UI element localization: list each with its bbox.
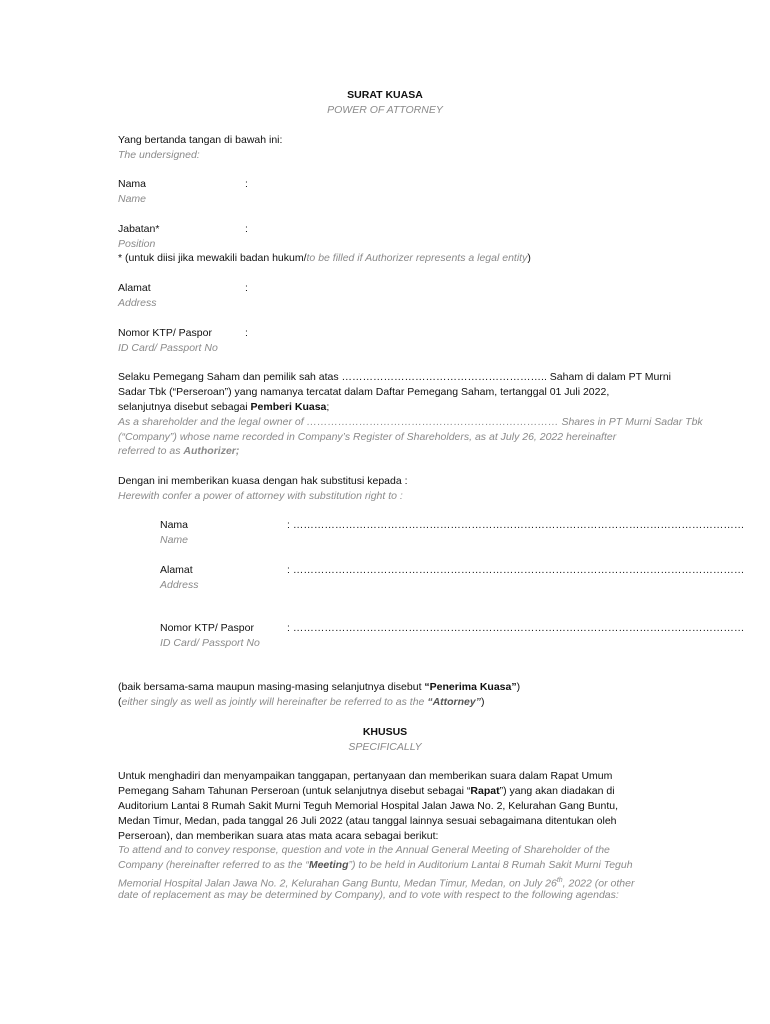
shareholder-en-line-2: (“Company”) whose name recorded in Company’s Register of Shareholders, as at July 26, 2022 hereinafter: [118, 431, 617, 443]
purpose-en-line-3-sup: th: [556, 877, 563, 884]
authorizer-address-label: Alamat: [118, 282, 151, 294]
shareholder-line-3-text: selanjutnya disebut sebagai: [118, 401, 251, 413]
intro-text: Yang bertanda tangan di bawah ini:: [118, 134, 283, 146]
attorney-name-label-en: Name: [160, 534, 189, 546]
specific-heading: KHUSUS: [362, 726, 408, 738]
purpose-en-line-3-text: Memorial Hospital Jalan Jawa No. 2, Kelurahan Gang Buntu, Medan Timur, Medan, on July 26: [118, 877, 557, 890]
authorizer-address-colon: :: [245, 282, 248, 294]
attorney-id-field: : …………………………………………………………………………………………………………………: [287, 622, 745, 634]
position-note-en: to be filled if Authorizer represents a legal entity: [306, 252, 528, 264]
purpose-line-2-end: ”) yang akan diadakan di: [499, 785, 615, 797]
purpose-line-5: Perseroan), dan memberikan suara atas mata acara sebagai berikut:: [118, 830, 439, 842]
intro-text-en: The undersigned:: [118, 149, 200, 161]
shareholder-en-line-1: As a shareholder and the legal owner of ……………………………………………………………… Shares in PT Murni Sadar Tbk: [118, 416, 703, 428]
authorizer-term: Pemberi Kuasa: [250, 401, 327, 413]
authorizer-term-en: Authorizer;: [183, 445, 240, 457]
purpose-line-3: Auditorium Lantai 8 Rumah Sakit Murni Teguh Memorial Hospital Jalan Jawa No. 2, Kelurahan Gang Buntu,: [118, 800, 618, 812]
purpose-en-line-4: date of replacement as may be determined by Company), and to vote with respect to the following agendas:: [118, 889, 619, 901]
purpose-line-2: [118, 784, 615, 799]
shareholder-en-line-3: [118, 444, 239, 459]
position-note-close: ): [527, 252, 531, 264]
attorney-name-label: Nama: [160, 519, 189, 531]
shareholder-line-3-end: ;: [326, 401, 330, 413]
collective-text: [118, 680, 520, 695]
purpose-line-2-text: Pemegang Saham Tahunan Perseroan (untuk selanjutnya disebut sebagai “: [118, 785, 471, 797]
meeting-term: Rapat: [470, 785, 500, 797]
attorney-name-field: : …………………………………………………………………………………………………………………: [287, 519, 745, 531]
attorney-address-label: Alamat: [160, 564, 193, 576]
purpose-en-line-3-end: , 2022 (or other: [562, 877, 635, 890]
purpose-line-4: Medan Timur, Medan, pada tanggal 26 Juli 2022 (atau tanggal lainnya sesuai sebagaimana ditentukan oleh: [118, 815, 617, 827]
authorizer-address-label-en: Address: [118, 297, 157, 309]
authorizer-id-colon: :: [245, 327, 248, 339]
shareholder-line-1: Selaku Pemegang Saham dan pemilik sah atas ………………………………………………….. Saham di dalam PT Murni: [118, 371, 671, 383]
authorizer-name-colon: :: [245, 178, 248, 190]
purpose-en-line-2-text: Company (hereinafter referred to as the “: [118, 859, 309, 871]
collective-en-text: either singly as well as jointly will hereinafter be referred to as the: [121, 696, 428, 708]
attorney-term-en: “Attorney”: [427, 696, 481, 708]
shareholder-line-2: Sadar Tbk (“Perseroan”) yang namanya tercatat dalam Daftar Pemegang Saham, tertanggal 01 Juli 2022,: [118, 386, 610, 398]
purpose-en-line-1: To attend and to convey response, question and vote in the Annual General Meeting of Shareholder of the: [118, 844, 610, 856]
document-title-en: POWER OF ATTORNEY: [327, 104, 443, 116]
meeting-term-en: Meeting: [308, 859, 349, 871]
authorizer-id-label-en: ID Card/ Passport No: [118, 342, 218, 354]
purpose-en-line-2-end: ”) to be held in Auditorium Lantai 8 Rumah Sakit Murni Teguh: [348, 859, 633, 871]
authorizer-name-label-en: Name: [118, 193, 147, 205]
confer-text: Dengan ini memberikan kuasa dengan hak substitusi kepada :: [118, 475, 408, 487]
attorney-address-label-en: Address: [160, 579, 199, 591]
authorizer-position-label: Jabatan*: [118, 223, 160, 235]
purpose-en-line-2: [118, 858, 633, 873]
collective-text-close: ): [516, 681, 521, 693]
attorney-term: “Penerima Kuasa”: [424, 681, 517, 693]
shareholder-line-3: [118, 400, 329, 415]
position-note-id: * (untuk diisi jika mewakili badan hukum/: [118, 252, 307, 264]
collective-en-open: (: [118, 696, 122, 708]
collective-en-close: ): [480, 696, 485, 708]
purpose-line-1: Untuk menghadiri dan menyampaikan tanggapan, pertanyaan dan memberikan suara dalam Rapat Umum: [118, 770, 613, 782]
authorizer-position-label-en: Position: [118, 238, 156, 250]
attorney-address-field: : …………………………………………………………………………………………………………………: [287, 564, 745, 576]
confer-text-en: Herewith confer a power of attorney with substitution right to :: [118, 490, 403, 502]
attorney-id-label-en: ID Card/ Passport No: [160, 637, 260, 649]
authorizer-id-label: Nomor KTP/ Paspor: [118, 327, 212, 339]
authorizer-name-label: Nama: [118, 178, 147, 190]
collective-text-en: [118, 695, 484, 710]
specific-heading-en: SPECIFICALLY: [348, 741, 422, 753]
attorney-id-label: Nomor KTP/ Paspor: [160, 622, 254, 634]
document-title: SURAT KUASA: [347, 89, 423, 101]
collective-text-id: (baik bersama-sama maupun masing-masing selanjutnya disebut: [118, 681, 425, 693]
authorizer-position-colon: :: [245, 223, 248, 235]
shareholder-en-line-3-text: referred to as: [118, 445, 184, 457]
position-note: [118, 251, 531, 266]
